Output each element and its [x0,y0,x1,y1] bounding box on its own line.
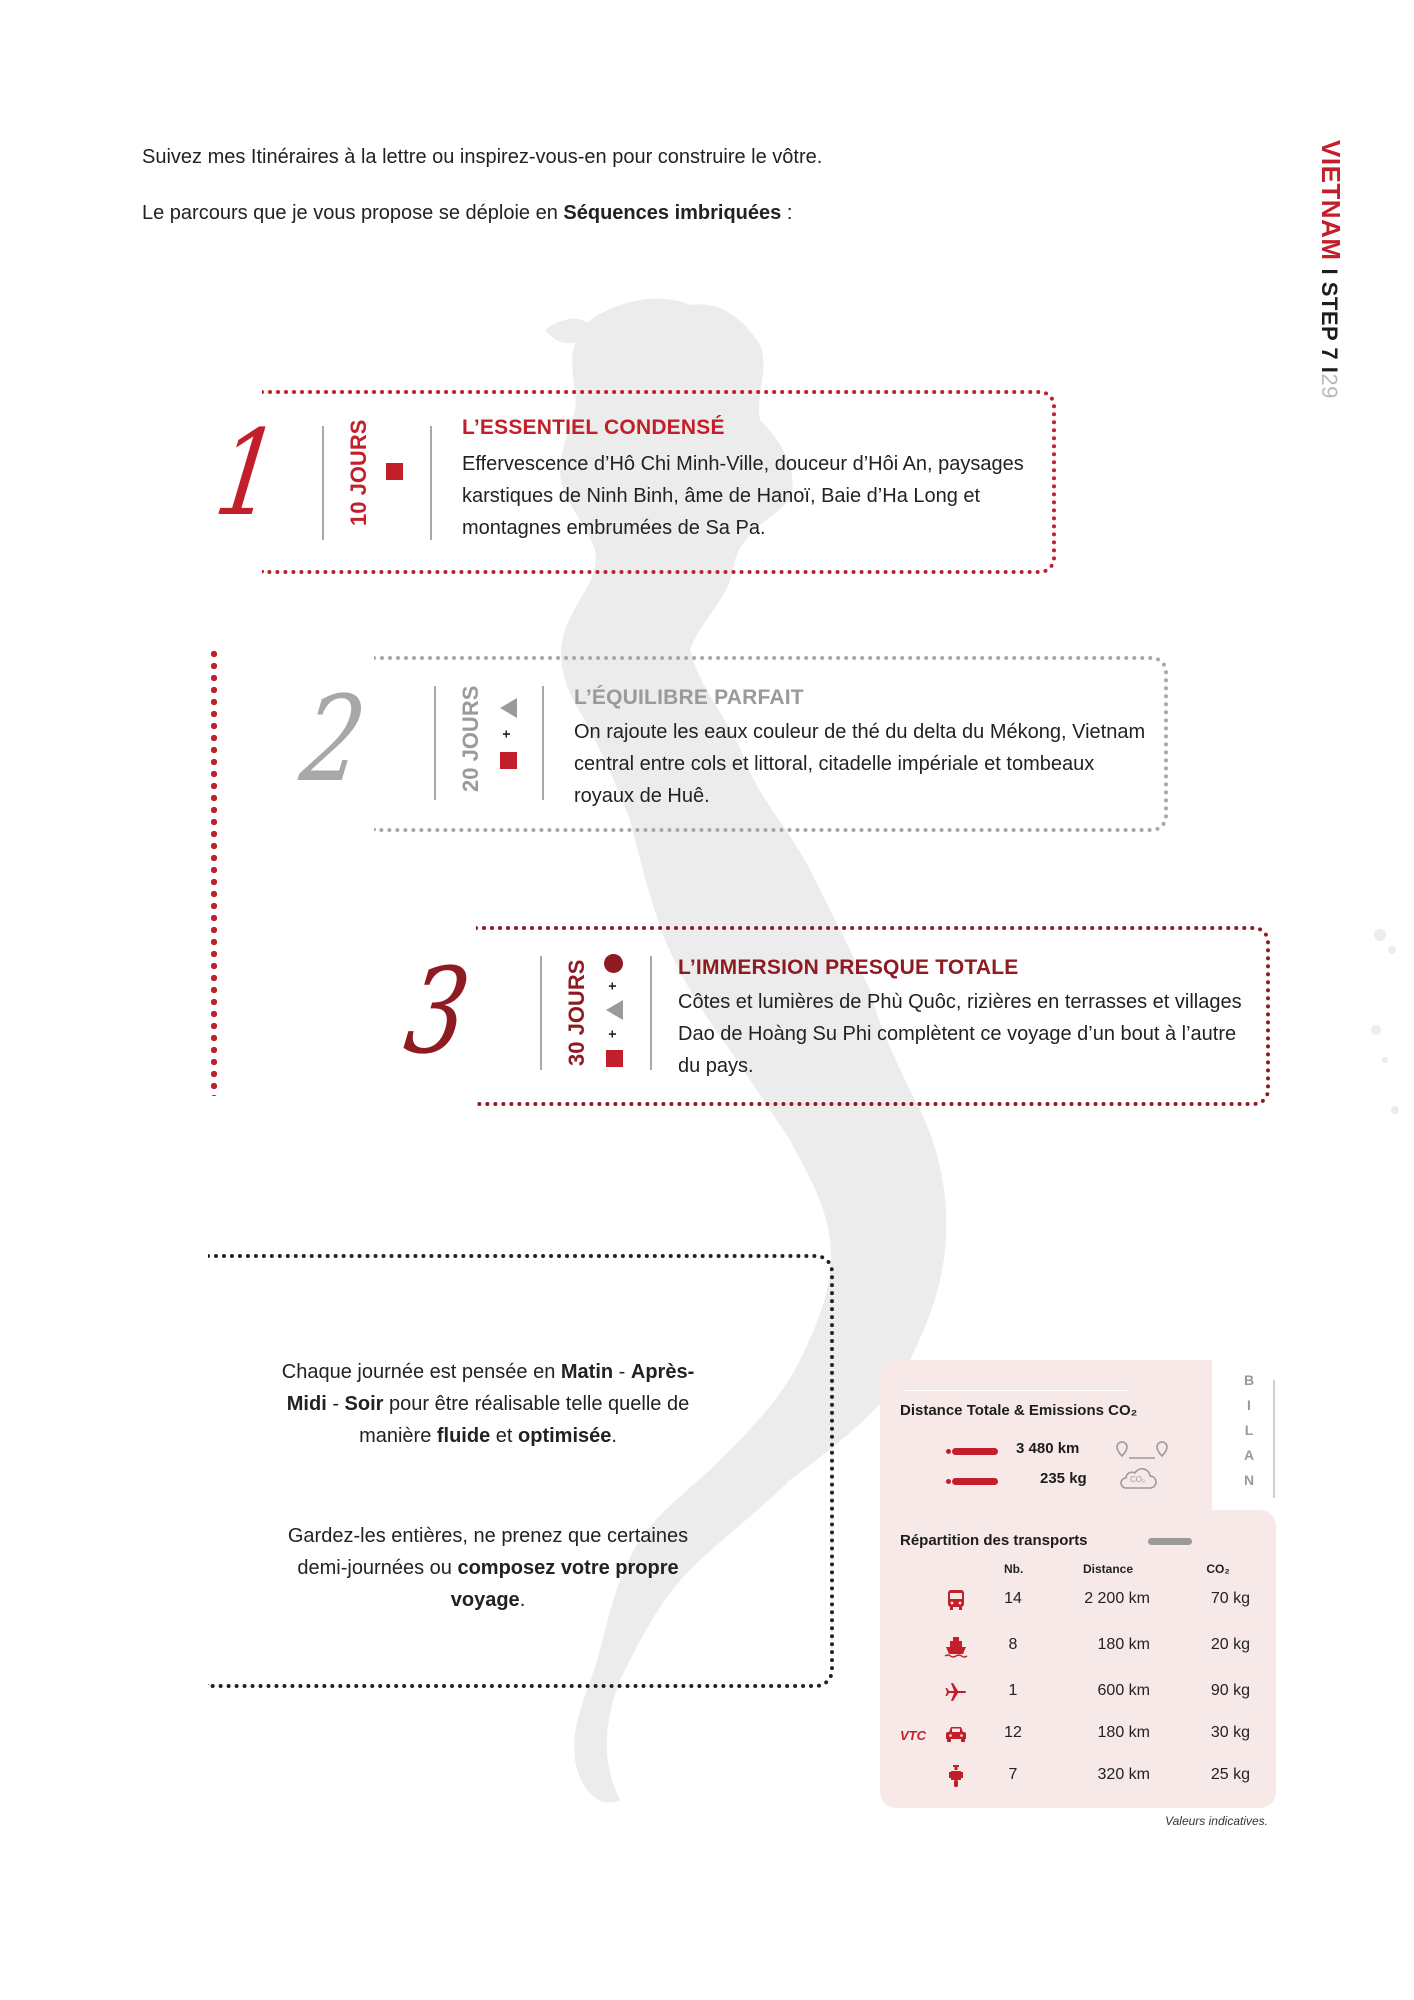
itinerary-1-days-label: 10 JOURS [346,419,371,526]
total-co2: 235 kg [1040,1470,1087,1487]
scooter-count: 7 [1008,1766,1018,1783]
info-p1-g: . [611,1425,617,1447]
plane-count: 1 [1008,1682,1018,1699]
header-page-number: 29 [1317,373,1342,399]
itinerary-2-days-label: 20 JOURS [458,685,483,792]
info-p1-soir: Soir [344,1393,384,1415]
route-pin-icon [1116,1440,1168,1462]
circle-symbol [604,954,623,973]
co2-badge-text: CO₂ [1130,1475,1146,1484]
boat-distance: 180 km [1097,1636,1150,1653]
bilan-letter: A [1243,1447,1255,1463]
bilan-panel [880,1360,1276,1808]
info-p1-optimisee: optimisée [518,1425,612,1447]
intro-line-1: Suivez mes Itinéraires à la lettre ou inspirez-vous-en pour construire le vôtre. [142,146,823,168]
info-p1-d: - [326,1393,345,1415]
header-step: I STEP 7 I [1317,268,1342,374]
intro-line-2-bold: Séquences imbriquées [563,202,782,224]
itinerary-3-divider-left [540,956,542,1070]
itinerary-1-divider-right [430,426,432,540]
itinerary-card-2 [293,656,1168,832]
bilan-bg-top [880,1360,1212,1510]
column-header-co2: CO₂ [1206,1562,1230,1576]
itinerary-1-title: L’ESSENTIEL CONDENSÉ [462,416,725,439]
distance-title: Distance Totale & Emissions CO₂ [900,1402,1138,1419]
car-icon [944,1722,968,1746]
info-p1-c: - [613,1361,631,1383]
itinerary-2-divider-right [542,686,544,800]
bilan-top-rule [904,1390,1128,1391]
column-header-count: Nb. [1004,1562,1024,1576]
co2-cloud-icon [1118,1464,1158,1492]
sequence-connector [211,648,217,1096]
scooter-co2: 25 kg [1210,1766,1250,1783]
itinerary-number-2: 2 [293,670,374,808]
plane-co2: 90 kg [1210,1682,1250,1699]
itinerary-number-3: 3 [397,942,478,1080]
scooter-icon [944,1764,968,1788]
info-p1-f: et [490,1425,519,1447]
square-symbol [386,463,403,480]
square-symbol [500,752,517,769]
bilan-bg-bottom [880,1510,1276,1808]
itinerary-3-description: Côtes et lumières de Phù Quôc, rizières en terrasses et villages Dao de Hoàng Su Phi complètent ce voyage d’un bout à l’autre du pays. [678,991,1242,1077]
car-distance: 180 km [1097,1724,1150,1741]
bilan-letter: I [1247,1397,1251,1413]
bus-co2: 70 kg [1210,1590,1250,1607]
bilan-letter: N [1243,1472,1255,1488]
indicative-values-note: Valeurs indicatives. [1165,1814,1268,1828]
boat-icon [944,1634,968,1658]
itinerary-card-1 [207,390,1056,574]
bus-count: 14 [1004,1590,1022,1607]
itinerary-number-1: 1 [207,404,288,542]
intro-line-2 [142,202,792,225]
itinerary-card-3 [397,926,1270,1106]
info-p1-matin: Matin [560,1361,614,1383]
plus-symbol: + [604,1029,621,1039]
bus-distance: 2 200 km [1084,1590,1150,1607]
bilan-letter: B [1243,1372,1255,1388]
intro-line-2-suffix: : [781,202,793,224]
square-symbol [606,1050,623,1067]
car-count: 12 [1004,1724,1022,1741]
transport-bar-icon [1148,1538,1192,1545]
info-p1-e: pour être réalisable telle quelle de manière [359,1393,690,1447]
plus-symbol-2: + [604,981,621,991]
column-header-distance: Distance [1082,1562,1134,1576]
itinerary-1-divider-left [322,426,324,540]
triangle-symbol [606,1000,623,1020]
co2-bar-icon [952,1478,998,1485]
itinerary-1-description: Effervescence d’Hô Chi Minh-Ville, douceur d’Hôi An, paysages karstiques de Ninh Binh, âme de Hanoï, Baie d’Ha Long et montagnes embrumées de Sa Pa. [462,453,1024,539]
info-p2-c: . [519,1589,526,1611]
car-co2: 30 kg [1210,1724,1250,1741]
itinerary-2-title: L’ÉQUILIBRE PARFAIT [574,686,804,709]
vtc-label: VTC [900,1728,926,1743]
triangle-symbol [500,698,517,718]
itinerary-3-days-label: 30 JOURS [564,959,589,1066]
info-paragraph-1 [268,1356,708,1452]
boat-co2: 20 kg [1210,1636,1250,1653]
transport-title: Répartition des transports [900,1532,1088,1549]
header-country: VIETNAM [1316,140,1346,261]
side-header [1316,140,1362,399]
bilan-letter: L [1244,1422,1254,1438]
plane-icon [944,1680,968,1704]
day-structure-box [208,1254,834,1688]
itinerary-2-description: On rajoute les eaux couleur de thé du delta du Mékong, Vietnam central entre cols et littoral, citadelle impériale et tombeaux royaux de Huê. [574,721,1146,807]
bilan-vertical-label [1238,1368,1260,1493]
boat-count: 8 [1008,1636,1018,1653]
info-p1-apres-midi: Après-Midi [286,1361,695,1415]
info-p1-a: Chaque journée est pensée en [281,1361,561,1383]
plus-symbol: + [498,729,515,739]
bilan-divider [1273,1380,1275,1498]
itinerary-2-divider-left [434,686,436,800]
info-p2-a: Gardez-les entières, ne prenez que certaines demi-journées ou [287,1525,689,1579]
bus-icon [944,1588,968,1612]
info-p1-fluide: fluide [436,1425,491,1447]
info-paragraph-2 [268,1520,708,1616]
itinerary-3-divider-right [650,956,652,1070]
itinerary-3-title: L’IMMERSION PRESQUE TOTALE [678,956,1019,979]
info-p2-compose: composez votre propre voyage [450,1557,679,1611]
scooter-distance: 320 km [1097,1766,1150,1783]
distance-bar-icon [952,1448,998,1455]
intro-line-2-prefix: Le parcours que je vous propose se déploie en [142,202,564,224]
plane-distance: 600 km [1097,1682,1150,1699]
total-distance: 3 480 km [1016,1440,1080,1457]
